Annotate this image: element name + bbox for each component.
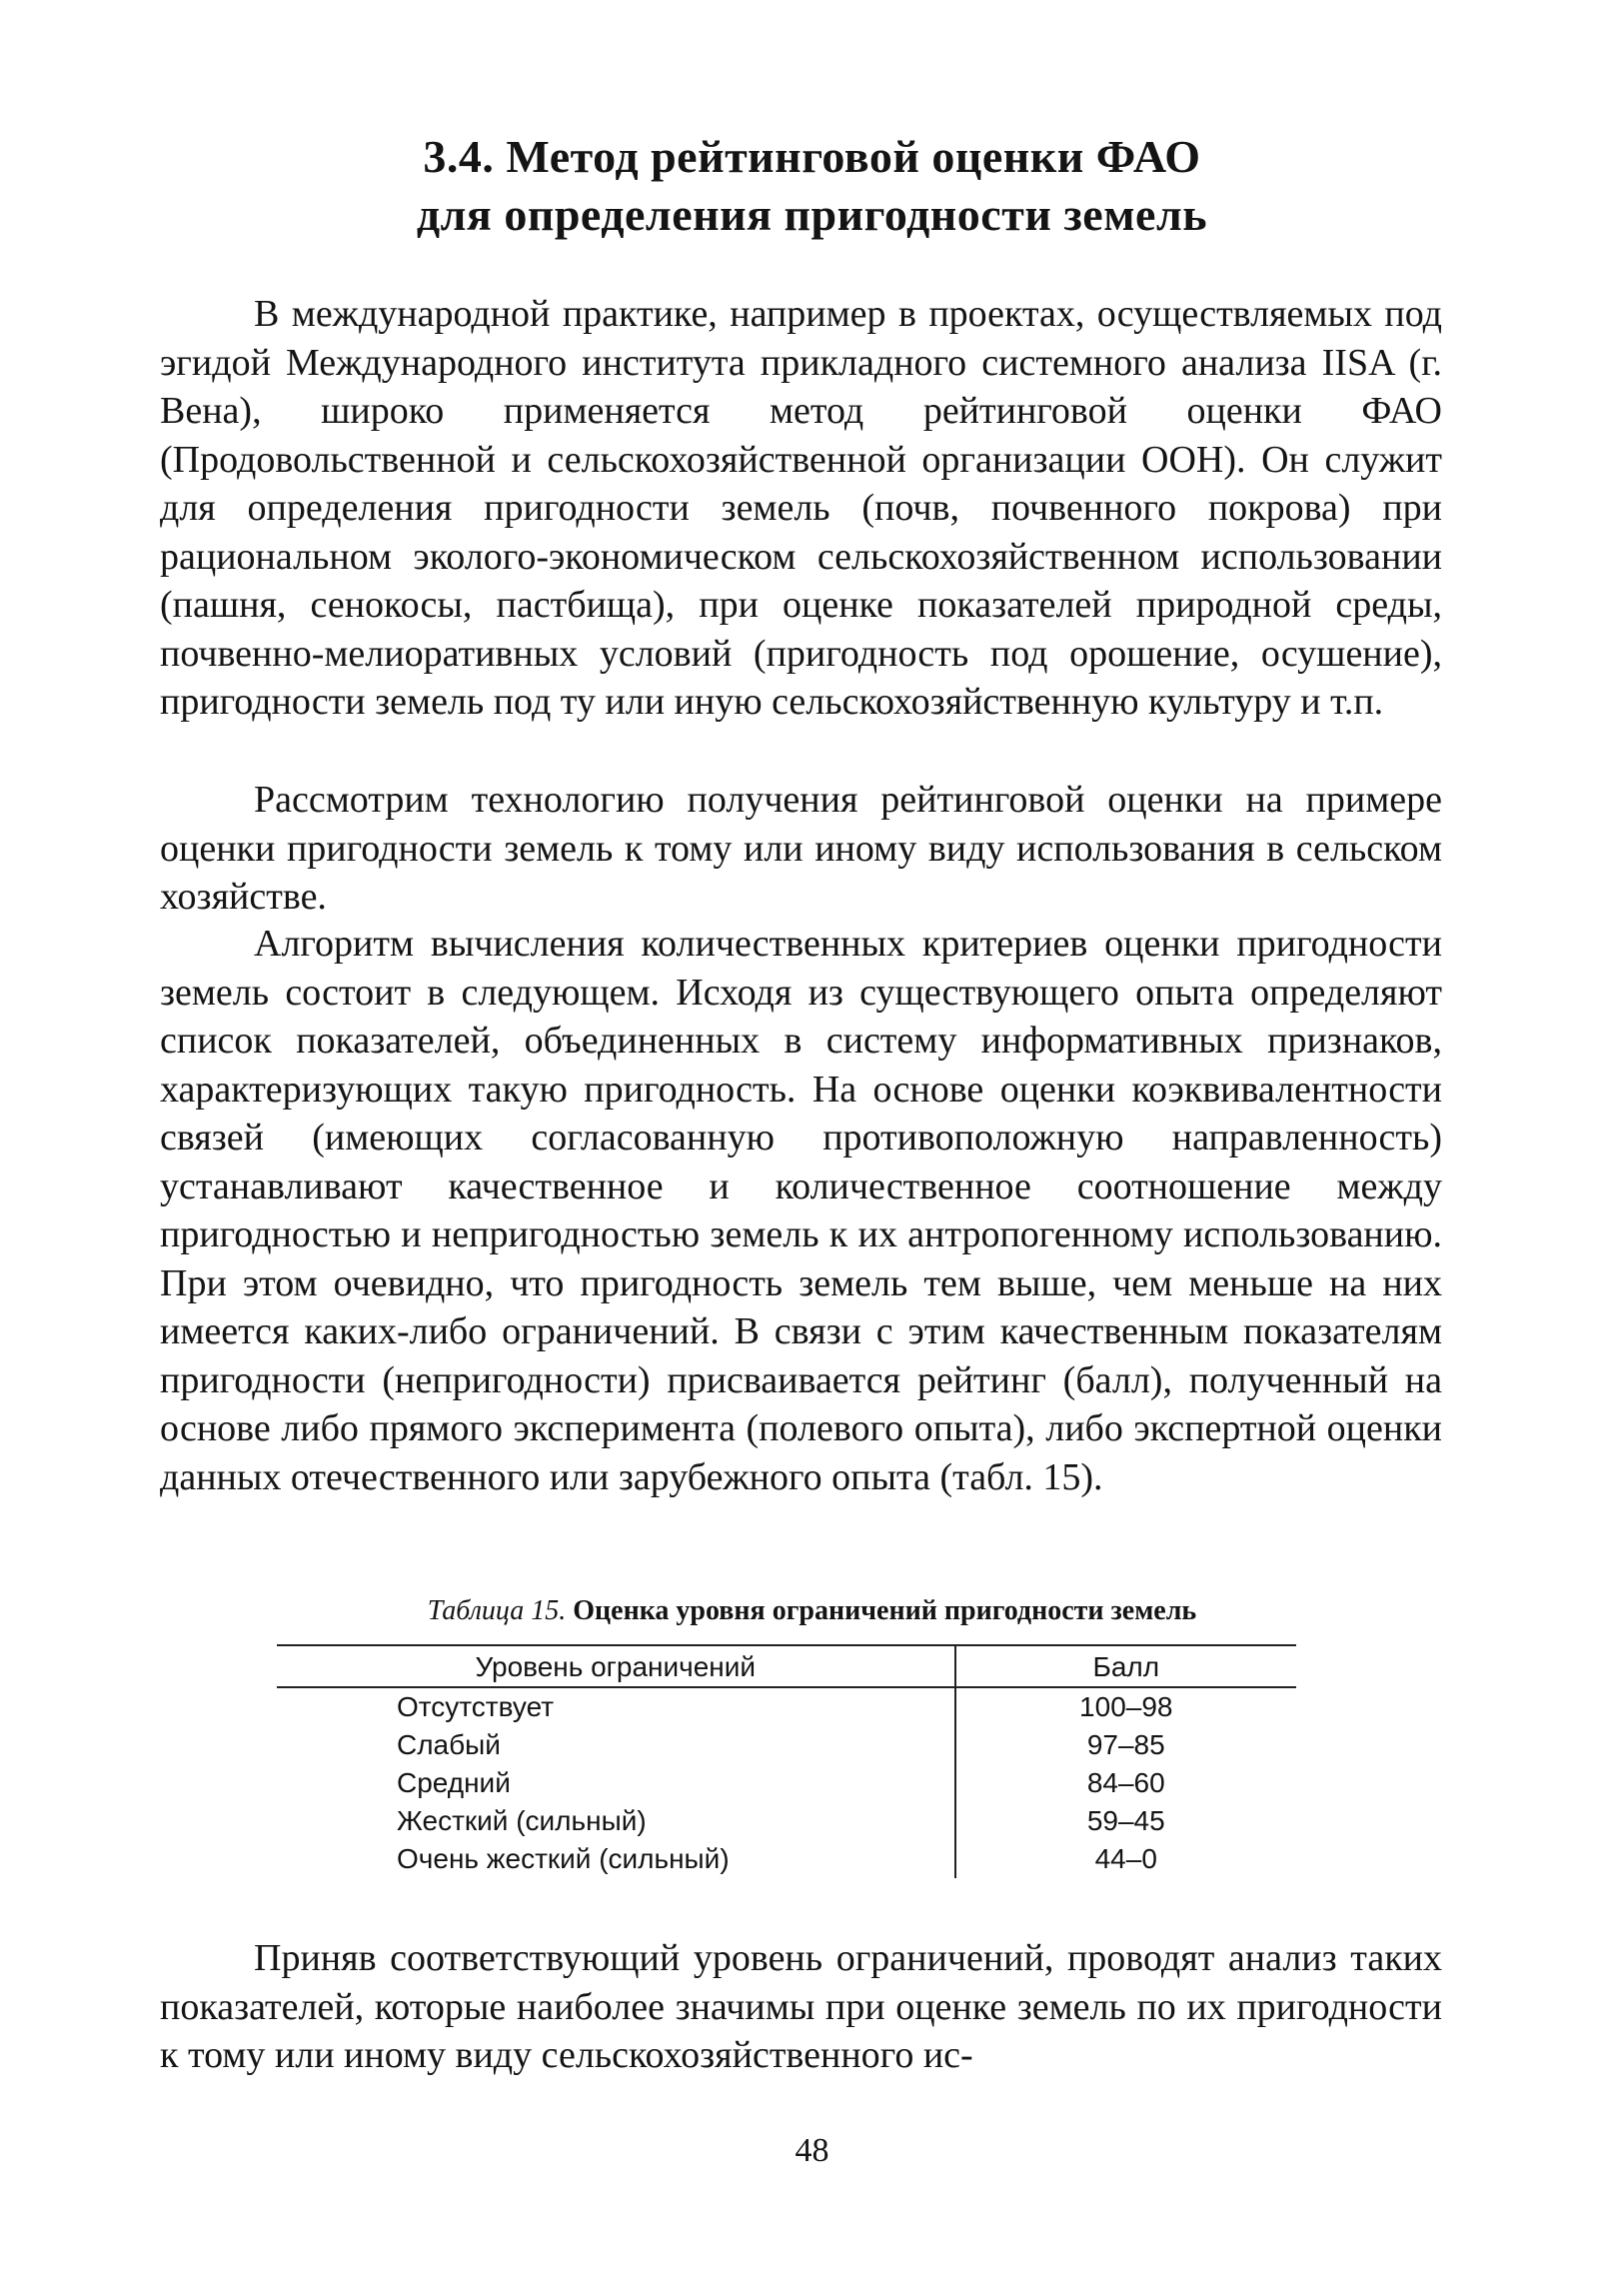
paragraph-4: Приняв соответствующий уровень ограничений, проводят анализ таких показателей, которые наиболее значимы при оценке земель по их пригодности к тому или иному виду сельскохозяйственного ис- <box>160 1937 1442 2076</box>
score-cell: 97–85 <box>955 1726 1296 1764</box>
table-row <box>277 1802 1296 1840</box>
score-cell: 59–45 <box>955 1802 1296 1840</box>
restriction-level-cell: Отсутствует <box>397 1691 555 1722</box>
table-row <box>277 1687 1296 1726</box>
table-caption-number: Таблица 15. <box>427 1595 567 1626</box>
score-cell: 44–0 <box>955 1840 1296 1878</box>
paragraph-2: Рассмотрим технологию получения рейтинговой оценки на примере оценки пригодности земель к тому или иному виду использования в сельском хозяйстве. <box>160 779 1442 918</box>
score-cell: 84–60 <box>955 1764 1296 1802</box>
table-row <box>277 1764 1296 1802</box>
section-title-line-1: 3.4. Метод рейтинговой оценки ФАО <box>423 131 1201 182</box>
table-row <box>277 1840 1296 1878</box>
restriction-level-cell: Жесткий (сильный) <box>397 1805 647 1836</box>
restriction-level-cell: Очень жесткий (сильный) <box>397 1843 730 1874</box>
table-header-row <box>277 1645 1296 1687</box>
table-row <box>277 1726 1296 1764</box>
section-title-line-2: для определения пригодности земель <box>416 189 1208 240</box>
score-cell: 100–98 <box>955 1687 1296 1726</box>
page-number: 48 <box>795 2132 829 2169</box>
table-caption <box>160 1594 1464 1628</box>
table-caption-title: Оценка уровня ограничений пригодности земель <box>573 1595 1197 1626</box>
paragraph-1: В международной практике, например в проектах, осуществляемых под эгидой Международного института прикладного системного анализа IISA (г. Вена), широко применяется метод рейтинговой оценки ФАО (Продовольственной и сельскохозяйственной организации ООН). Он служит для определения пригодности земель (почв, почвенного покрова) при рациональном эколого-экономическом сельскохозяйственном использовании (пашня, сенокосы, пастбища), при оценке показателей природной среды, почвенно-мелиоративных условий (пригодность под орошение, осушение), пригодности земель под ту или иную сельскохозяйственную культуру и т.п. <box>160 293 1442 723</box>
header-restriction-level: Уровень ограничений <box>277 1645 955 1687</box>
restriction-level-cell: Средний <box>397 1767 511 1798</box>
restriction-level-cell: Слабый <box>397 1729 501 1760</box>
paragraph-3: Алгоритм вычисления количественных критериев оценки пригодности земель состоит в следующем. Исходя из существующего опыта определяют список показателей, объединенных в систему информативных признаков, характеризующих такую пригодность. На основе оценки коэквивалентности связей (имеющих согласованную противоположную направленность) устанавливают качественное и количественное соотношение между пригодностью и непригодностью земель к их антропогенному использованию. При этом очевидно, что пригодность земель тем выше, чем меньше на них имеется каких-либо ограничений. В связи с этим качественным показателям пригодности (непригодности) присваивается рейтинг (балл), полученный на основе либо прямого эксперимента (полевого опыта), либо экспертной оценки данных отечественного или зарубежного опыта (табл. 15). <box>160 923 1442 1498</box>
header-score: Балл <box>955 1645 1296 1687</box>
restrictions-table <box>277 1644 1296 1878</box>
